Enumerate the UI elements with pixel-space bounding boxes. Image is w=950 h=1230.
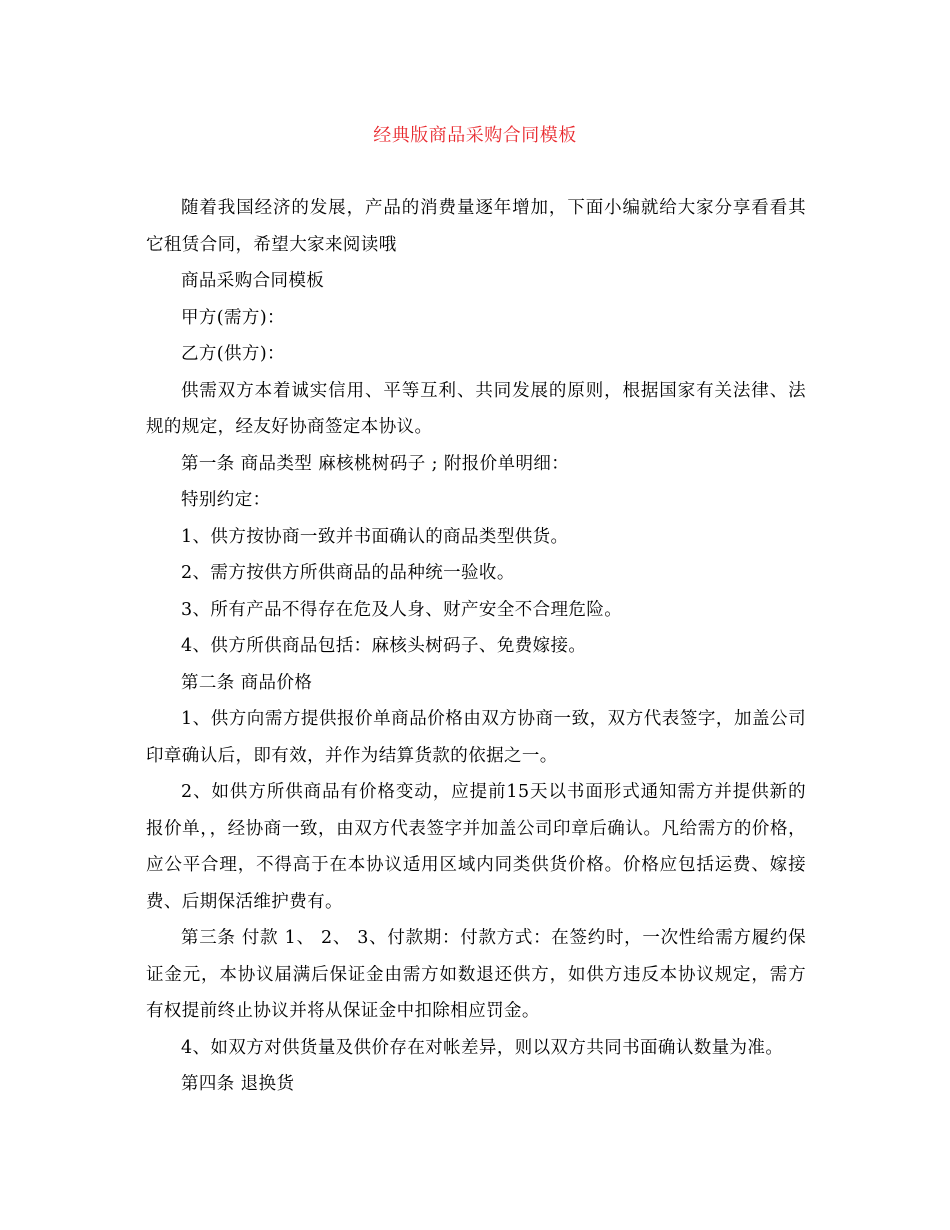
document-title: 经典版商品采购合同模板 bbox=[373, 125, 577, 146]
paragraph-intro: 随着我国经济的发展，产品的消费量逐年增加，下面小编就给大家分享看看其它租赁合同，希望大家来阅读哦 bbox=[146, 198, 806, 255]
document-body bbox=[146, 190, 806, 1103]
paragraph-term-1: 1、供方按协商一致并书面确认的商品类型供货。 bbox=[181, 526, 569, 547]
paragraph-term-2: 2、需方按供方所供商品的品种统一验收。 bbox=[181, 563, 515, 583]
paragraph-article-4: 第四条 退换货 bbox=[181, 1074, 295, 1094]
paragraph-subtitle: 商品采购合同模板 bbox=[181, 271, 325, 291]
paragraph-term-4: 4、供方所供商品包括：麻核头树码子、免费嫁接。 bbox=[181, 636, 587, 656]
paragraph-article-2: 第二条 商品价格 bbox=[181, 672, 313, 693]
paragraph-article-1: 第一条 商品类型 麻核桃树码子 ; 附报价单明细： bbox=[181, 453, 570, 474]
paragraph-term-3: 3、所有产品不得存在危及人身、财产安全不合理危险。 bbox=[181, 599, 623, 620]
paragraph-price-2: 2、如供方所供商品有价格变动，应提前15天以书面形式通知需方并提供新的报价单，，经协商一致，由双方代表签字并加盖公司印章后确认。凡给需方的价格，应公平合理，不得高于在本协议适用区域内同类供货价格。价格应包括运费、嫁接费、后期保活维护费有。 bbox=[146, 782, 806, 912]
paragraph-party-b: 乙方(供方)： bbox=[181, 344, 285, 364]
paragraph-payment-4: 4、如双方对供货量及供价存在对帐差异，则以双方共同书面确认数量为准。 bbox=[181, 1037, 784, 1058]
paragraph-party-a: 甲方(需方)： bbox=[181, 307, 285, 328]
paragraph-article-3: 第三条 付款 1、 2、 3、付款期：付款方式：在签约时，一次性给需方履约保证金元，本协议届满后保证金由需方如数退还供方，如供方违反本协议规定，需方有权提前终止协议并将从保证金中扣除相应罚金。 bbox=[146, 928, 806, 1021]
paragraph-price-1: 1、供方向需方提供报价单商品价格由双方协商一致，双方代表签字，加盖公司印章确认后，即有效，并作为结算货款的依据之一。 bbox=[146, 709, 806, 766]
paragraph-preamble: 供需双方本着诚实信用、平等互利、共同发展的原则，根据国家有关法律、法规的规定，经友好协商签定本协议。 bbox=[146, 380, 806, 437]
paragraph-special-terms: 特别约定： bbox=[181, 490, 271, 510]
